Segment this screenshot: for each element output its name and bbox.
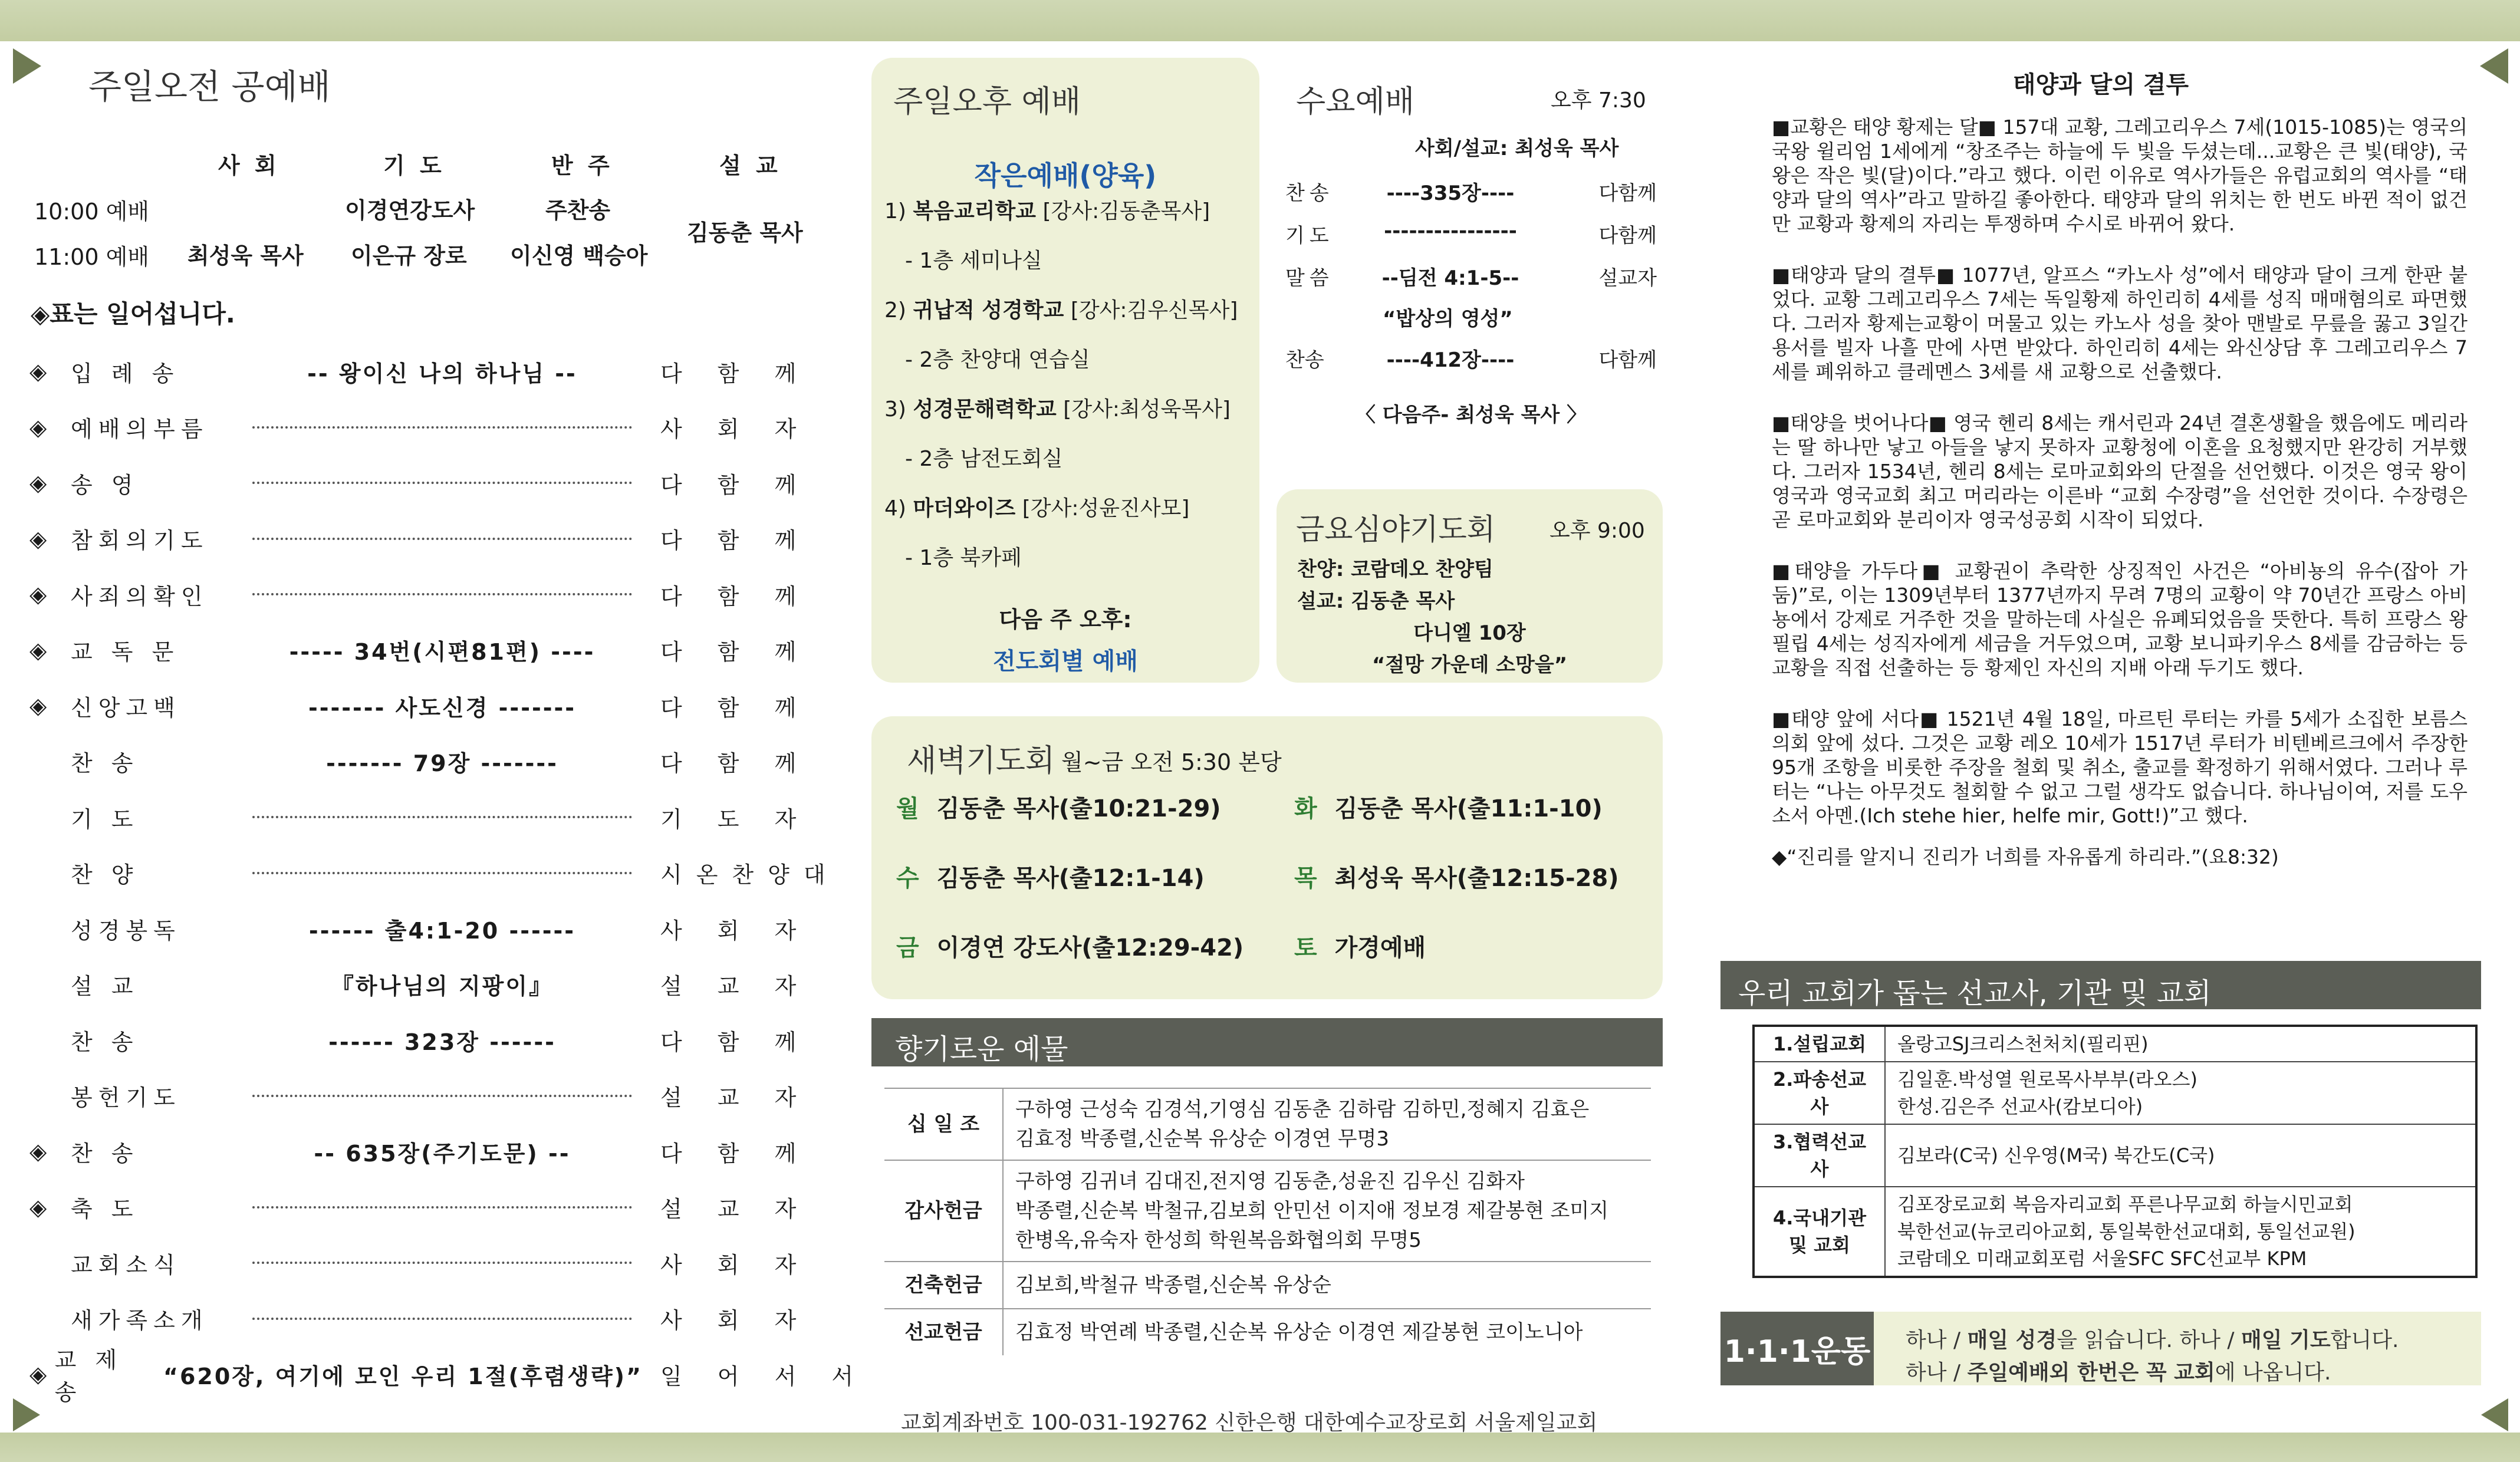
movement-line1 (1906, 1323, 2399, 1354)
mission-category: 4.국내기관 및 교회 (1754, 1187, 1885, 1277)
afternoon-item (884, 294, 1238, 324)
order-item-person: 일 어 서 서 (660, 1363, 868, 1389)
top-border (0, 0, 2520, 41)
order-item-name: 신앙고백 (71, 694, 181, 721)
movement-title: 1·1·1운동 (1720, 1312, 1874, 1385)
movement-l2a: 하나 / (1906, 1361, 1968, 1385)
order-item-person: 다 함 께 (660, 583, 811, 610)
order-item-detail (242, 482, 643, 484)
dotted-leader (252, 482, 632, 484)
next-afternoon-value: 전도회별 예배 (993, 648, 1138, 675)
order-row (29, 1128, 825, 1175)
header-sermon: 설 교 (719, 153, 781, 179)
mission-line: 한성.김은주 선교사(캄보디아) (1897, 1095, 2143, 1118)
order-item-person: 다 함 께 (660, 750, 811, 776)
mission-category: 3.협력선교사 (1754, 1124, 1885, 1187)
order-item-name: 찬 송 (71, 1029, 139, 1055)
wednesday-last-row (1285, 344, 1657, 373)
prayer-10: 이경연강도사 (345, 197, 475, 223)
order-item-name: 교 독 문 (71, 639, 180, 665)
offering-names (1003, 1262, 1651, 1309)
dawn-day-text: 김동춘 목사(출11:1-10) (1334, 795, 1603, 822)
order-item-content: 『하나님의 지팡이』 (331, 973, 554, 999)
stand-note: ◈표는 일어섭니다. (31, 299, 235, 328)
order-row (29, 961, 825, 1008)
wed-row-label: 찬송 (1285, 182, 1334, 205)
order-item-detail (242, 1262, 643, 1264)
dotted-leader (252, 1262, 632, 1264)
afternoon-item (884, 393, 1231, 423)
offerings-table (884, 1088, 1651, 1355)
dawn-day-label: 목 (1294, 865, 1317, 892)
order-item-name: 성경봉독 (71, 917, 181, 944)
offering-row (884, 1262, 1651, 1309)
order-item-content: ------- 79장 ------- (326, 750, 558, 776)
order-item-name: 축 도 (71, 1196, 139, 1222)
dawn-day-row (896, 790, 1221, 824)
header-leader: 사 회 (218, 153, 280, 179)
order-item-name: 기 도 (71, 806, 139, 832)
order-item-person: 다 함 께 (660, 472, 811, 498)
afternoon-item-name: 성경문해력학교 (913, 397, 1057, 422)
corner-triangle-bottom-left-icon (13, 1398, 40, 1431)
dawn-day-label: 금 (896, 934, 919, 962)
mission-line: 김포장로교회 복음자리교회 푸른나무교회 하늘시민교회 (1897, 1193, 2353, 1216)
stand-mark-icon: ◈ (29, 581, 48, 607)
dotted-leader (252, 538, 632, 540)
order-row (29, 348, 825, 395)
order-row (29, 627, 825, 674)
order-item-name: 입 례 송 (71, 360, 180, 387)
order-item-detail (242, 913, 643, 945)
corner-triangle-left-icon (13, 48, 41, 84)
dawn-title: 새벽기도회 (907, 743, 1055, 779)
order-item-name: 찬 양 (71, 862, 139, 888)
order-item-person: 다 함 께 (660, 360, 811, 387)
afternoon-item-teacher: [강사:김동춘목사] (1042, 199, 1210, 223)
order-item-detail (242, 816, 643, 818)
mission-line: 김일훈.박성열 원로목사부부(라오스) (1897, 1068, 2197, 1091)
afternoon-item-num: 1) (884, 199, 906, 223)
order-item-detail (242, 1024, 643, 1056)
order-item-person: 사 회 자 (660, 1252, 811, 1278)
next-afternoon-label: 다음 주 오후: (999, 607, 1132, 633)
afternoon-item (884, 195, 1210, 225)
wednesday-time: 오후 7:30 (1551, 88, 1646, 113)
order-item-detail (242, 968, 643, 1000)
mission-row (1754, 1187, 2476, 1277)
dotted-leader (252, 1206, 632, 1209)
afternoon-title: 주일오후 예배 (893, 84, 1081, 120)
order-row (29, 515, 825, 562)
mission-line: 김보라(C국) 신우영(M국) 북간도(C국) (1897, 1144, 2215, 1167)
order-item-name: 설 교 (71, 973, 139, 999)
mission-line: 북한선교(뉴코리아교회, 통일북한선교대회, 통일선교원) (1897, 1220, 2355, 1243)
stand-mark-icon: ◈ (29, 1138, 48, 1164)
afternoon-item-teacher: [강사:최성욱목사] (1063, 397, 1231, 422)
stand-mark-icon: ◈ (29, 1361, 48, 1387)
history-paragraph: ■태양을 벗어나다■ 영국 헨리 8세는 캐서린과 24년 결혼생활을 했음에도 메리라는 딸 하나만 낳고 아들을 낳지 못하자 교황청에 이혼을 요청했지만 완강히 거부했다. 그러자 1534년, 헨리 8세는 로마교회와의 단절을 선언했다. 이것은 영국 왕이 영국과 영국교회 최고 머리라는 이른바 “교회 수장령”을 선언한 것이다. 수장령은 곧 로마교회와 분리이자 영국성공회 시작이 되었다. (1772, 411, 2468, 531)
history-body (1772, 115, 2468, 870)
order-row (29, 682, 825, 729)
mission-category: 1.설립교회 (1754, 1026, 1885, 1062)
wednesday-row (1285, 177, 1657, 206)
mission-entries (1885, 1026, 2476, 1062)
order-item-name: 예배의부름 (71, 416, 209, 442)
corner-triangle-right-icon (2480, 48, 2508, 84)
wed-last-who: 다함께 (1598, 348, 1657, 372)
time-11: 11:00 예배 (34, 244, 150, 270)
friday-topic: “절망 가운데 소망을” (1371, 653, 1568, 677)
order-item-person: 다 함 께 (660, 694, 811, 721)
offering-names (1003, 1309, 1651, 1355)
order-item-name: 송 영 (71, 472, 139, 498)
dotted-leader (252, 872, 632, 874)
dawn-day-text: 김동춘 목사(출12:1-14) (936, 865, 1205, 892)
preacher: 김동춘 목사 (687, 220, 803, 246)
dawn-day-label: 화 (1294, 795, 1317, 822)
order-item-name: 교회소식 (71, 1252, 181, 1278)
morning-title: 주일오전 공예배 (88, 67, 331, 107)
offering-line: 한병옥,유숙자 한성희 학원복음화협의회 무명5 (1015, 1229, 1422, 1252)
afternoon-item-teacher: [강사:성윤진사모] (1022, 496, 1190, 521)
wed-row-who: 설교자 (1598, 266, 1657, 290)
offering-names (1003, 1160, 1651, 1262)
friday-praise: 찬양: 코람데오 찬양팀 (1297, 558, 1493, 581)
friday-sermon: 설교: 김동춘 목사 (1297, 590, 1455, 613)
wednesday-row (1285, 219, 1657, 248)
order-item-name: 찬 송 (71, 750, 139, 776)
order-row (29, 1239, 825, 1286)
order-item-content: ------- 사도신경 ------- (308, 694, 577, 721)
accomp-11: 이신영 백승아 (510, 243, 648, 269)
order-item-person: 설 교 자 (660, 1196, 811, 1222)
dotted-leader (252, 1095, 632, 1097)
movement-l1b: 매일 성경 (1967, 1328, 2057, 1352)
offering-line: 김보희,박철규 박종렬,신순복 유상순 (1015, 1273, 1331, 1297)
order-item-detail (242, 426, 643, 429)
history-paragraph: ■태양을 가두다■ 교황권이 추락한 상징적인 사건은 “아비뇽의 유수(잡아 가둠)”로, 이는 1309년부터 1377년까지 무려 7명의 교황이 약 70년간 프랑스 아비뇽에서 강제로 거주한 것을 말하는데 사실은 유폐되었음을 뜻한다. 특히 프랑스 왕 필립 4세는 성직자에게 세금을 거두었으며, 교황 보니파키우스 8세를 감금하는 등 교황을 직접 선출하는 등 황제인 자신의 지배 아래 두기도 했다. (1772, 559, 2468, 679)
order-item-person: 다 함 께 (660, 1029, 811, 1055)
friday-title: 금요심야기도회 (1296, 512, 1496, 546)
history-title: 태양과 달의 결투 (2012, 71, 2189, 98)
order-item-name: 새가족소개 (71, 1308, 209, 1333)
movement-l2c: 에 나옵니다. (2215, 1361, 2331, 1385)
order-item-detail (242, 355, 643, 388)
order-row (29, 1347, 868, 1405)
order-item-person: 설 교 자 (660, 1085, 811, 1111)
dotted-leader (252, 1318, 632, 1320)
friday-time: 오후 9:00 (1549, 519, 1645, 543)
order-item-detail (242, 1095, 643, 1097)
order-item-content: ----- 34번(시편81편) ---- (289, 639, 596, 665)
offering-row (884, 1160, 1651, 1262)
offering-line: 구하영 김귀녀 김대진,전지영 김동춘,성윤진 김우신 김화자 (1015, 1170, 1525, 1193)
order-item-content: ------ 출4:1-20 ------ (308, 917, 576, 944)
order-row (29, 1184, 825, 1231)
dawn-day-text: 가경예배 (1334, 934, 1426, 962)
offering-type: 십 일 조 (884, 1088, 1003, 1160)
afternoon-item-name: 귀납적 성경학교 (913, 298, 1064, 322)
dotted-leader (252, 816, 632, 818)
stand-mark-icon: ◈ (29, 358, 48, 384)
order-item-person: 시온찬양대 (660, 862, 840, 888)
account-footer: 교회계좌번호 100-031-192762 신한은행 대한예수교장로회 서울제일교회 (901, 1411, 1598, 1435)
offerings-title: 향기로운 예물 (895, 1033, 1068, 1066)
order-item-person: 사 회 자 (660, 917, 811, 944)
mission-entries (1885, 1187, 2476, 1277)
mission-entries (1885, 1062, 2476, 1124)
missions-table-wrap (1752, 1025, 2478, 1278)
order-item-name: 봉헌기도 (71, 1085, 181, 1111)
movement-l1c: 을 읽습니다. 하나 / (2057, 1328, 2241, 1352)
offering-type: 선교헌금 (884, 1309, 1003, 1355)
order-row (29, 404, 825, 451)
order-item-name: 교 제 송 (54, 1347, 123, 1405)
offering-type: 건축헌금 (884, 1262, 1003, 1309)
order-item-detail (242, 872, 643, 874)
bottom-border (0, 1433, 2520, 1462)
dawn-day-label: 수 (896, 865, 919, 892)
order-item-person: 다 함 께 (660, 1140, 811, 1167)
order-item-name: 참회의기도 (71, 528, 209, 554)
order-item-person: 기 도 자 (660, 806, 811, 832)
history-paragraph: ■교황은 태양 황제는 달■ 157대 교황, 그레고리우스 7세(1015-1085)는 영국의 국왕 윌리엄 1세에게 “창조주는 하늘에 두 빛을 두셨는데...교황은 큰 빛(태양), 국왕은 작은 빛(달)이다.”라고 했다. 이런 이유로 역사가들은 유럽교회의 역사를 “태양과 달의 역사”라고 말하길 좋아한다. 태양과 달의 위치는 한 번도 바뀐 적이 없건만 교황과 황제의 자리는 투쟁하며 수시로 바뀌어 왔다. (1772, 116, 2468, 235)
order-item-name: 사죄의확인 (71, 583, 209, 610)
dawn-sub: 월~금 오전 5:30 본당 (1061, 749, 1282, 775)
dawn-day-row (1294, 929, 1426, 963)
order-item-detail (242, 1135, 643, 1168)
mission-row (1754, 1026, 2476, 1062)
history-quote: ◆“진리를 알지니 진리가 너희를 자유롭게 하리라.”(요8:32) (1772, 845, 2279, 868)
order-item-detail (242, 538, 643, 540)
afternoon-item-num: 3) (884, 397, 906, 422)
wednesday-title: 수요예배 (1296, 84, 1414, 120)
missions-title: 우리 교회가 돕는 선교사, 기관 및 교회 (1738, 977, 2212, 1010)
dawn-day-text: 김동춘 목사(출10:21-29) (936, 795, 1221, 822)
order-item-content: -- 왕이신 나의 하나님 -- (307, 360, 577, 387)
order-row (29, 1295, 825, 1342)
mission-line: 코람데오 미래교회포럼 서울SFC SFC선교부 KPM (1897, 1247, 2307, 1270)
movement-l1d: 매일 기도 (2241, 1328, 2331, 1352)
friday-scripture: 다니엘 10장 (1413, 621, 1526, 645)
header-accomp: 반 주 (551, 153, 613, 179)
afternoon-item-num: 2) (884, 298, 906, 322)
dawn-day-row (1294, 790, 1603, 824)
afternoon-item-place: - 2층 찬양대 연습실 (905, 348, 1090, 372)
order-item-content: “620장, 여기에 모인 우리 1절(후렴생략)” (163, 1363, 643, 1389)
wed-row-who: 다함께 (1598, 182, 1657, 205)
dawn-day-row (1294, 860, 1619, 893)
mission-category: 2.파송선교사 (1754, 1062, 1885, 1124)
movement-l1a: 하나 / (1906, 1328, 1968, 1352)
header-prayer: 기 도 (383, 153, 445, 179)
movement-l1e: 합니다. (2330, 1328, 2399, 1352)
afternoon-item-name: 복음교리학교 (913, 199, 1037, 223)
order-row (29, 1016, 825, 1063)
dawn-day-text: 이경연 강도사(출12:29-42) (936, 934, 1244, 962)
missions-bar (1720, 961, 2481, 1009)
accomp-10: 주찬송 (545, 197, 611, 223)
order-row (29, 905, 825, 952)
order-item-detail (242, 634, 643, 666)
missions-table (1752, 1025, 2478, 1278)
order-item-content: -- 635장(주기도문) -- (314, 1140, 571, 1167)
wed-row-mid: ---------------- (1384, 219, 1517, 243)
order-item-detail (163, 1358, 643, 1391)
time-10: 10:00 예배 (34, 199, 150, 225)
stand-mark-icon: ◈ (29, 1194, 48, 1220)
wednesday-leader: 사회/설교: 최성욱 목사 (1415, 137, 1619, 160)
order-row (29, 459, 825, 506)
wed-row-who: 다함께 (1598, 224, 1657, 248)
dawn-day-label: 토 (1294, 934, 1317, 962)
leader-11: 최성욱 목사 (187, 243, 304, 269)
order-row (29, 793, 825, 841)
wed-row-mid: ----335장---- (1386, 182, 1515, 205)
order-item-person: 사 회 자 (660, 1308, 811, 1333)
afternoon-item (884, 492, 1189, 522)
afternoon-item-name: 마더와이즈 (913, 496, 1016, 521)
offering-row (884, 1088, 1651, 1160)
dotted-leader (252, 426, 632, 429)
mission-row (1754, 1124, 2476, 1187)
order-item-detail (242, 745, 643, 778)
offering-line: 김효정 박종렬,신순복 유상순 이경연 무명3 (1015, 1127, 1390, 1151)
offering-row (884, 1309, 1651, 1355)
order-row (29, 738, 825, 785)
order-item-person: 사 회 자 (660, 416, 811, 442)
stand-mark-icon: ◈ (29, 470, 48, 496)
dawn-day-row (896, 860, 1205, 893)
afternoon-item-num: 4) (884, 496, 906, 521)
offerings-bar (871, 1018, 1663, 1066)
movement-l2b: 주일예배외 한번은 꼭 교회 (1967, 1361, 2215, 1385)
offering-line: 김효정 박연례 박종렬,신순복 유상순 이경연 제갈봉현 코이노니아 (1015, 1321, 1583, 1344)
order-row (29, 849, 840, 897)
afternoon-item-place: - 2층 남전도회실 (905, 447, 1063, 471)
mission-row (1754, 1062, 2476, 1124)
order-item-person: 설 교 자 (660, 973, 811, 999)
order-item-person: 다 함 께 (660, 639, 811, 665)
order-item-content: ------ 323장 ------ (328, 1029, 556, 1055)
offering-type: 감사헌금 (884, 1160, 1003, 1262)
prayer-11: 이은규 장로 (351, 243, 467, 269)
offering-names (1003, 1088, 1651, 1160)
offering-line: 박종렬,신순복 박철규,김보희 안민선 이지애 정보경 제갈봉현 조미지 (1015, 1199, 1609, 1223)
history-paragraph: ■태양과 달의 결투■ 1077년, 알프스 “카노사 성”에서 태양과 달이 크게 한판 붙었다. 교황 그레고리우스 7세는 독일황제 하인리히 4세를 성직 매매혐의로 파면했다. 그러자 황제는교황이 머물고 있는 카노사 성을 찾아 맨발로 무릎을 꿇고 3일간 용서를 빌자 나흘 만에 사면 받았다. 하인리히 4세는 와신상담 후 그레고리우스 7세를 폐위하고 클레멘스 3세를 새 교황으로 선출했다. (1772, 264, 2468, 383)
order-item-detail (242, 1318, 643, 1320)
movement-line2 (1906, 1356, 2331, 1386)
wed-row-label: 기도 (1285, 224, 1334, 248)
afternoon-subtitle: 작은예배(양육) (974, 160, 1157, 192)
stand-mark-icon: ◈ (29, 414, 48, 440)
dawn-day-label: 월 (896, 795, 919, 822)
wednesday-next: 〈 다음주- 최성욱 목사 〉 (1355, 403, 1587, 427)
stand-mark-icon: ◈ (29, 525, 48, 552)
stand-mark-icon: ◈ (29, 693, 48, 719)
afternoon-item-place: - 1층 북카페 (905, 546, 1022, 570)
order-row (29, 1072, 825, 1119)
wed-last-label: 찬송 (1285, 348, 1324, 372)
offering-line: 구하영 근성숙 김경석,기영심 김동춘 김하람 김하민,정혜지 김효은 (1015, 1098, 1590, 1121)
order-item-detail (242, 1206, 643, 1209)
dotted-leader (252, 593, 632, 595)
wed-row-mid: --딤전 4:1-5-- (1381, 266, 1519, 290)
order-row (29, 571, 825, 618)
order-item-detail (242, 690, 643, 722)
afternoon-item-place: - 1층 세미나실 (905, 249, 1042, 273)
mission-entries (1885, 1124, 2476, 1187)
dawn-day-text: 최성욱 목사(출12:15-28) (1334, 865, 1619, 892)
wednesday-row (1285, 262, 1657, 291)
mission-line: 올랑고SJ크리스천처치(필리핀) (1897, 1033, 2149, 1055)
wednesday-sermon: “밥상의 영성” (1383, 307, 1513, 331)
stand-mark-icon: ◈ (29, 637, 48, 663)
wed-row-label: 말씀 (1285, 266, 1334, 290)
wed-last-mid: ----412장---- (1386, 348, 1515, 372)
afternoon-item-teacher: [강사:김우신목사] (1070, 298, 1238, 322)
corner-triangle-bottom-right-icon (2481, 1398, 2508, 1431)
dawn-day-row (896, 929, 1243, 963)
order-item-person: 다 함 께 (660, 528, 811, 554)
offerings-table-wrap (884, 1088, 1651, 1355)
order-item-detail (242, 593, 643, 595)
history-paragraph: ■태양 앞에 서다■ 1521년 4월 18일, 마르틴 루터는 카를 5세가 소집한 보름스의회 앞에 섰다. 그것은 교황 레오 10세가 1517년 루터가 비텐베르크에서 주장한 95개 조항을 비롯한 주장을 철회 및 취소, 출교를 확정하기 위해서였다. 그러나 루터는 “나는 아무것도 철회할 수 없고 그럴 생각도 없습니다. 하나님이여, 저를 도우소서 아멘.(Ich stehe hier, helfe mir, Gott!)”고 했다. (1772, 707, 2468, 827)
order-item-name: 찬 송 (71, 1140, 139, 1167)
